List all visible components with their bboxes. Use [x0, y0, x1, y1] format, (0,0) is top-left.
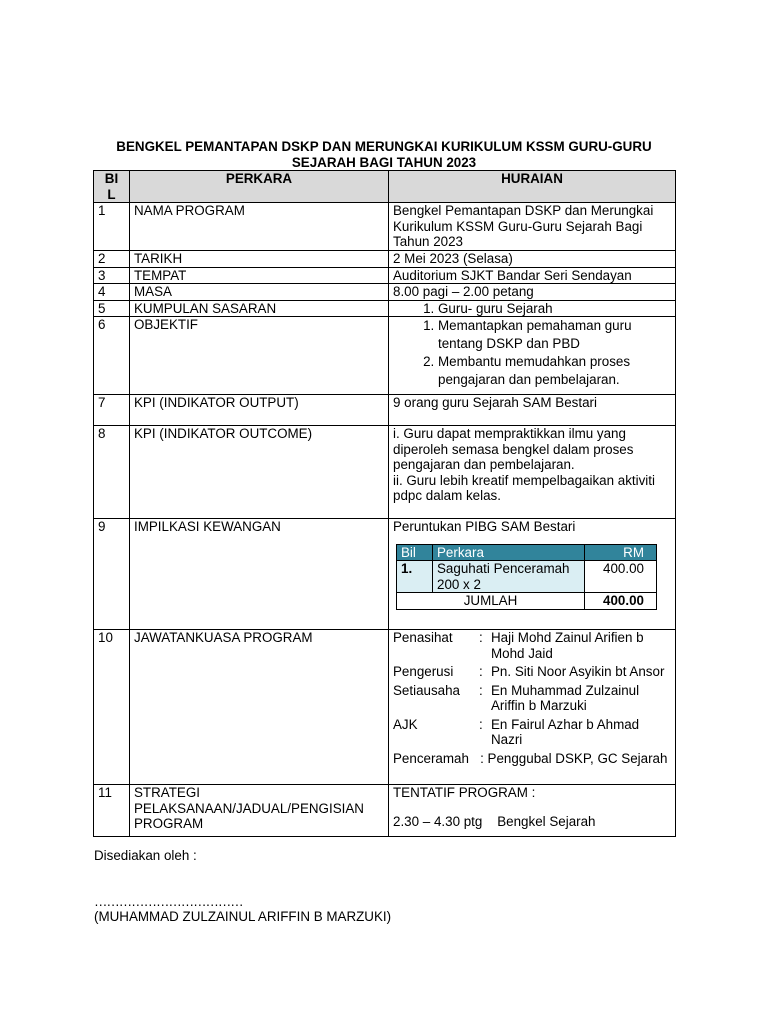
row-bil: 8 — [94, 426, 130, 519]
row-huraian — [389, 300, 676, 317]
committee-entry — [393, 630, 671, 661]
committee-name: Haji Mohd Zainul Arifien b Mohd Jaid — [491, 630, 644, 661]
committee-entry — [393, 664, 671, 680]
committee-role: Penasihat — [393, 630, 453, 645]
row-huraian — [389, 630, 676, 785]
prepared-by-label: Disediakan oleh : — [94, 848, 197, 863]
row-perkara: KUMPULAN SASARAN — [130, 300, 389, 317]
row-perkara: KPI (INDIKATOR OUTPUT) — [130, 395, 389, 426]
table-row — [94, 630, 676, 785]
table-row — [94, 519, 676, 630]
budget-table — [396, 544, 657, 610]
budget-total-row — [397, 593, 657, 610]
row-perkara: TARIKH — [130, 251, 389, 268]
row-perkara: STRATEGI PELAKSANAAN/JADUAL/PENGISIAN PROGRAM — [130, 785, 389, 837]
table-header-row — [94, 171, 676, 203]
outcome-2: ii. Guru lebih kreatif mempelbagaikan aktiviti pdpc dalam kelas. — [393, 472, 655, 503]
row-huraian: 8.00 pagi – 2.00 petang — [389, 284, 676, 301]
row-perkara: TEMPAT — [130, 267, 389, 284]
committee-role: Pengerusi — [393, 664, 454, 679]
row-perkara: MASA — [130, 284, 389, 301]
row-huraian: 2 Mei 2023 (Selasa) — [389, 251, 676, 268]
row-huraian — [389, 785, 676, 837]
committee-role: AJK — [393, 716, 418, 732]
header-huraian: HURAIAN — [389, 171, 676, 203]
preparer-name: (MUHAMMAD ZULZAINUL ARIFFIN B MARZUKI) — [94, 909, 392, 924]
row-huraian — [389, 519, 676, 630]
row-bil: 9 — [94, 519, 130, 630]
row-perkara: KPI (INDIKATOR OUTCOME) — [130, 426, 389, 519]
table-row — [94, 267, 676, 284]
budget-row — [397, 561, 657, 593]
row-bil: 11 — [94, 785, 130, 837]
committee-sep: : — [479, 716, 483, 732]
committee-sep: : — [479, 630, 483, 645]
budget-total-rm: 400.00 — [585, 593, 657, 610]
row-bil: 6 — [94, 317, 130, 395]
committee-name: En Muhammad Zulzainul Ariffin b Marzuki — [491, 682, 640, 713]
list-item: 1. Guru- guru Sejarah — [438, 301, 671, 317]
committee-sep: : — [479, 682, 483, 698]
budget-header-row — [397, 544, 657, 561]
committee-name: Pn. Siti Noor Asyikin bt Ansor — [491, 664, 665, 679]
budget-row-rm: 400.00 — [585, 561, 657, 593]
row-perkara: NAMA PROGRAM — [130, 203, 389, 251]
row-bil: 10 — [94, 630, 130, 785]
target-list — [393, 301, 671, 317]
committee-name: En Fairul Azhar b Ahmad Nazri — [491, 716, 640, 747]
row-bil: 7 — [94, 395, 130, 426]
committee-entry — [393, 717, 671, 748]
row-huraian: Bengkel Pemantapan DSKP dan Merungkai Kurikulum KSSM Guru-Guru Sejarah Bagi Tahun 2023 — [389, 203, 676, 251]
row-huraian: 9 orang guru Sejarah SAM Bestari — [389, 395, 676, 426]
header-perkara: PERKARA — [130, 171, 389, 203]
table-row — [94, 300, 676, 317]
table-row — [94, 395, 676, 426]
row-perkara: JAWATANKUASA PROGRAM — [130, 630, 389, 785]
outcome-1: i. Guru dapat mempraktikkan ilmu yang diperoleh semasa bengkel dalam proses pengajaran dan pembelajaran. — [393, 426, 634, 472]
signature-dots: ……………………………… — [94, 894, 243, 909]
document-title: BENGKEL PEMANTAPAN DSKP DAN MERUNGKAI KURIKULUM KSSM GURU-GURU SEJARAH BAGI TAHUN 2023 — [116, 139, 652, 170]
table-row — [94, 426, 676, 519]
header-bil-line2: L — [107, 186, 116, 202]
table-row — [94, 284, 676, 301]
row-bil: 5 — [94, 300, 130, 317]
row-bil: 3 — [94, 267, 130, 284]
row-perkara: IMPILKASI KEWANGAN — [130, 519, 389, 630]
row-bil: 4 — [94, 284, 130, 301]
budget-total-label: JUMLAH — [397, 593, 585, 610]
header-bil-line1: BI — [104, 171, 119, 186]
list-item: 1. Memantapkan pemahaman guru tentang DSKP dan PBD — [438, 317, 671, 353]
funding-source: Peruntukan PIBG SAM Bestari — [393, 519, 576, 534]
row-perkara: OBJEKTIF — [130, 317, 389, 395]
budget-header-bil: Bil — [397, 544, 433, 561]
committee-penceramah: Penceramah : Penggubal DSKP, GC Sejarah — [393, 750, 668, 766]
table-row — [94, 785, 676, 837]
list-item: 2. Membantu memudahkan proses pengajaran dan pembelajaran. — [438, 353, 671, 389]
committee-role: Setiausaha — [393, 682, 461, 698]
header-bil — [94, 171, 130, 203]
tentatif-item: 2.30 – 4.30 ptg Bengkel Sejarah — [393, 813, 596, 829]
row-huraian: Auditorium SJKT Bandar Seri Sendayan — [389, 267, 676, 284]
table-row — [94, 317, 676, 395]
table-row — [94, 251, 676, 268]
budget-header-perkara: Perkara — [433, 544, 585, 561]
row-huraian — [389, 426, 676, 519]
tentatif-heading: TENTATIF PROGRAM : — [393, 785, 536, 800]
row-huraian — [389, 317, 676, 395]
row-bil: 1 — [94, 203, 130, 251]
budget-header-rm: RM — [585, 544, 657, 561]
budget-row-item: Saguhati Penceramah 200 x 2 — [433, 561, 585, 593]
committee-sep: : — [479, 664, 483, 679]
budget-row-no: 1. — [397, 561, 433, 593]
objective-list — [393, 317, 671, 389]
row-bil: 2 — [94, 251, 130, 268]
program-table — [93, 170, 676, 837]
committee-entry — [393, 683, 671, 714]
table-row — [94, 203, 676, 251]
